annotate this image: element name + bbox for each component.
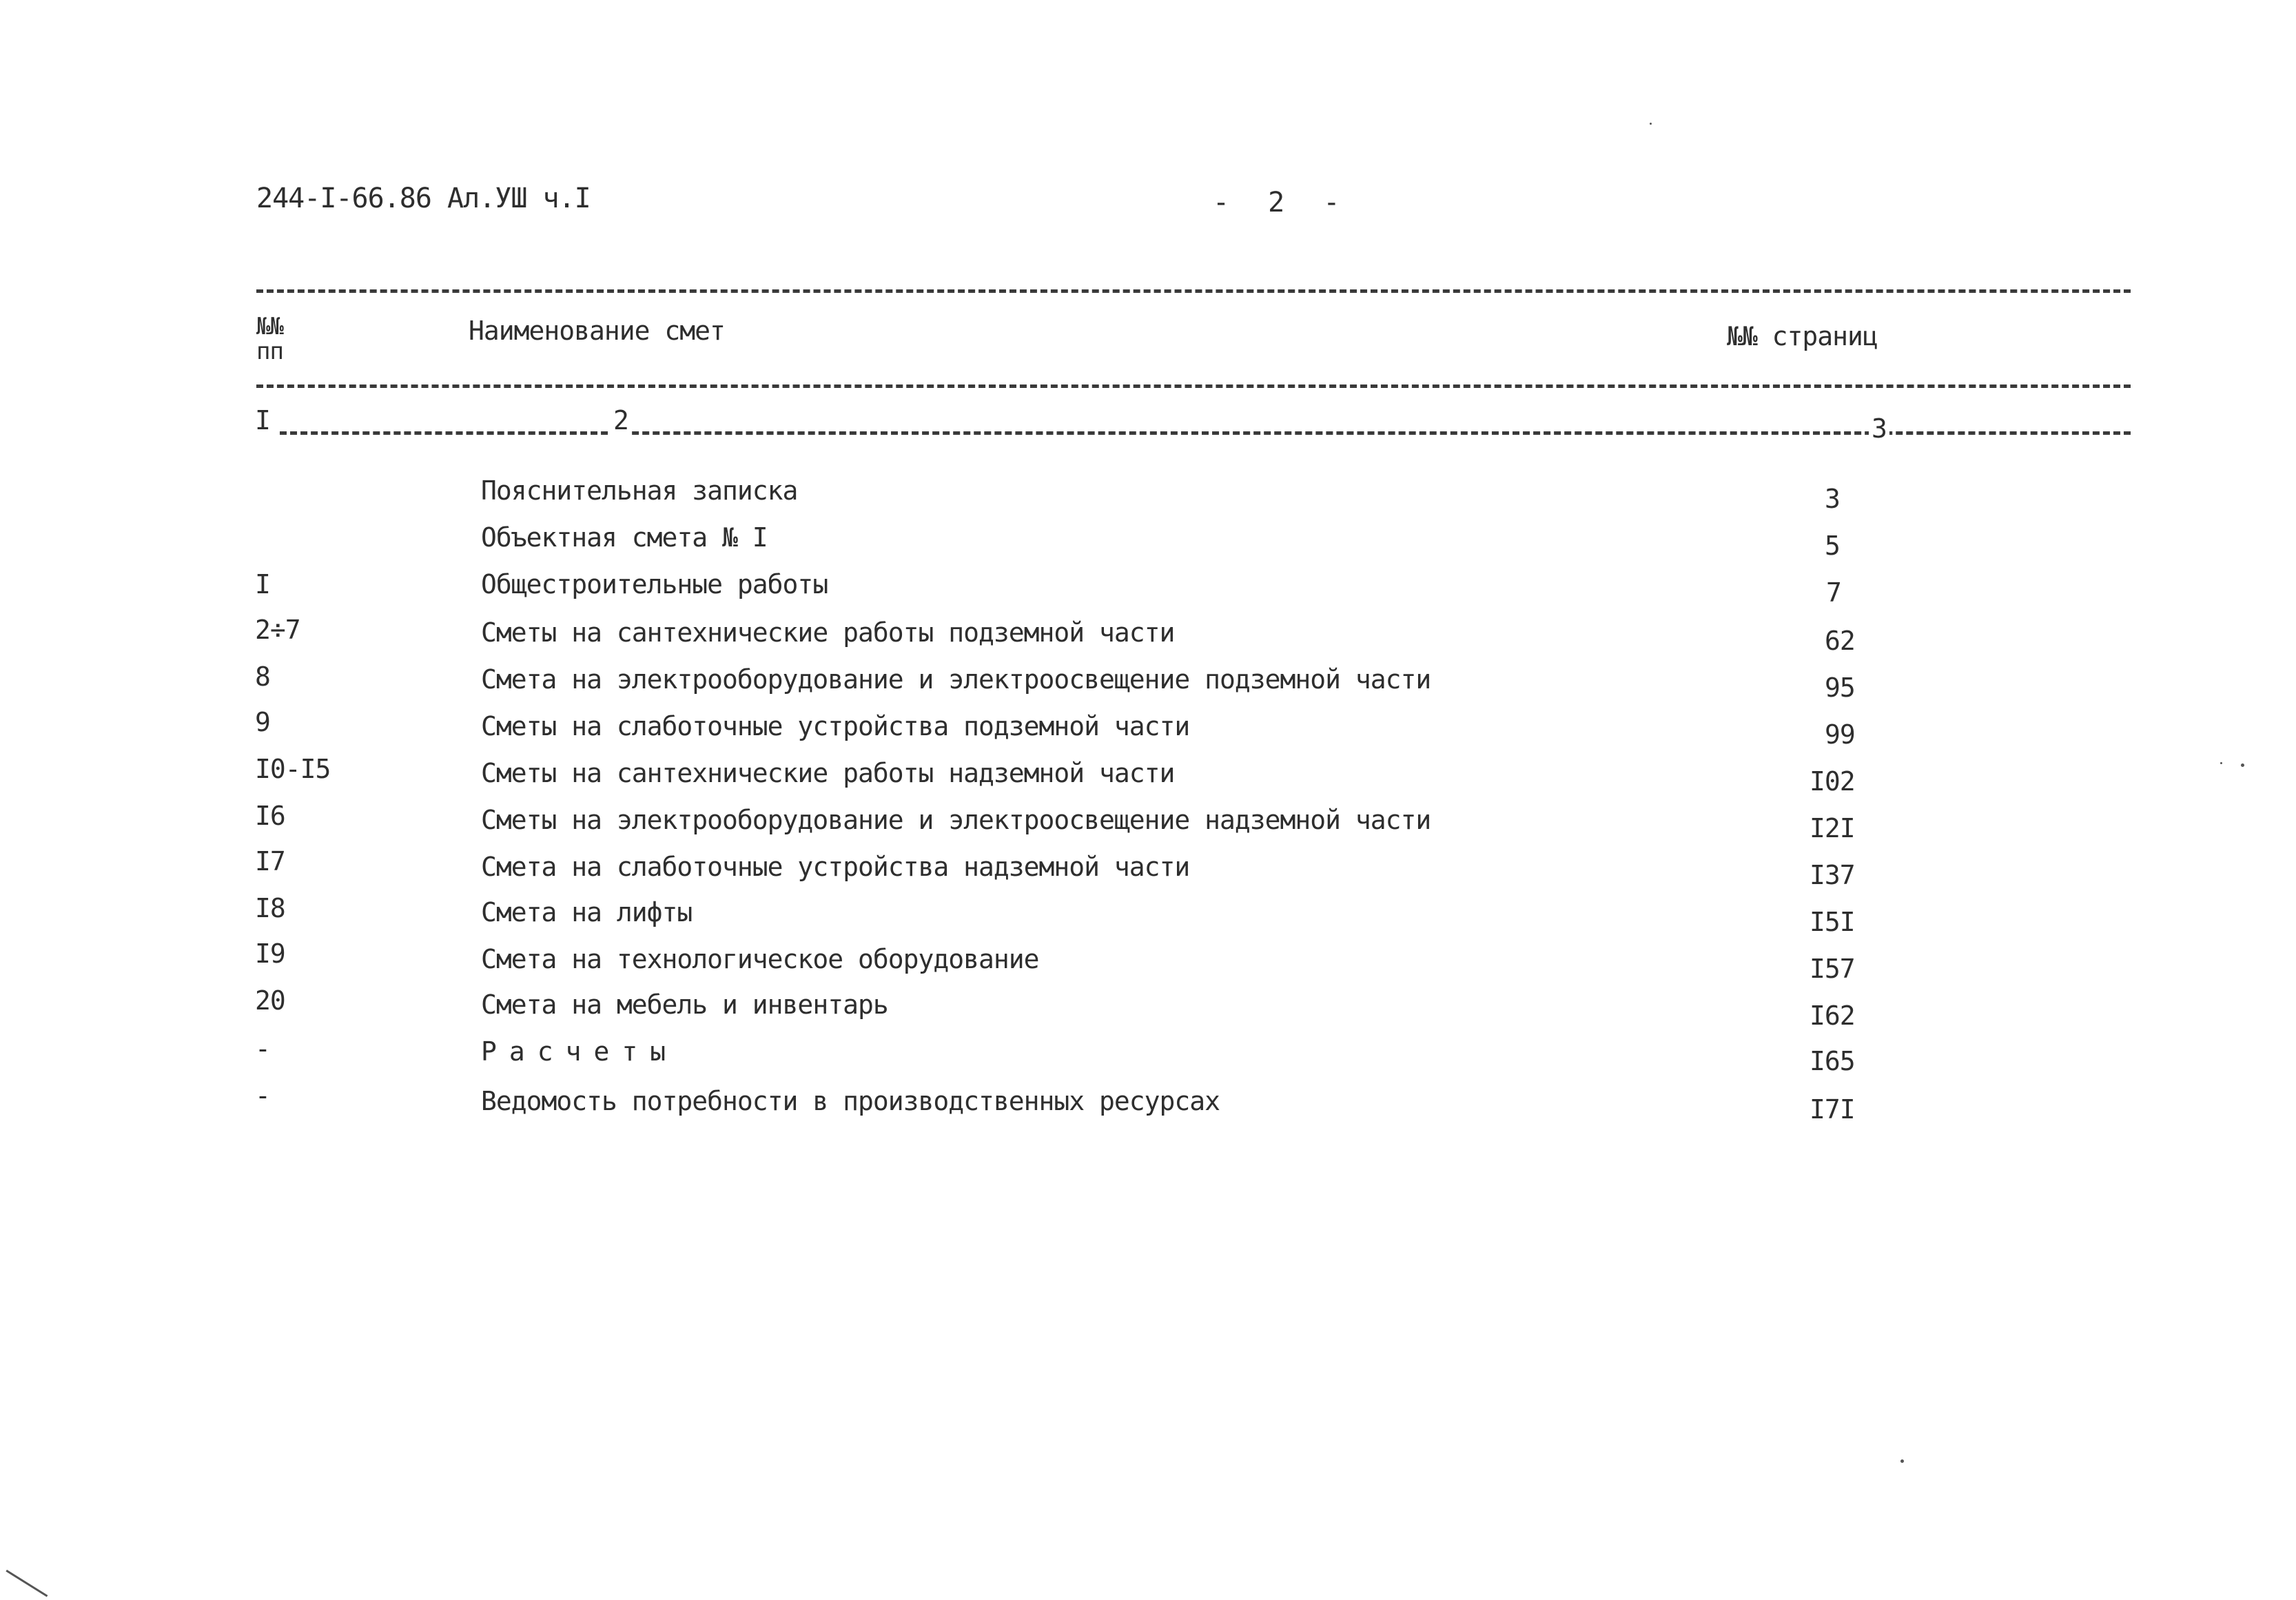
row-page: I7I xyxy=(1810,1094,1855,1125)
row-name: Пояснительная записка xyxy=(481,475,798,506)
col-header-number-line1: №№ xyxy=(256,313,283,340)
row-page: 5 xyxy=(1825,531,1840,561)
col-index-rule xyxy=(280,431,2131,435)
row-name: Сметы на слаботочные устройства подземной части xyxy=(481,711,1190,741)
row-number: I9 xyxy=(255,939,285,969)
col-header-pages: №№ страниц xyxy=(1727,321,1878,351)
row-name: Смета на лифты xyxy=(481,897,693,927)
row-name: Смета на технологическое оборудование xyxy=(481,944,1039,974)
row-page: I62 xyxy=(1810,1001,1855,1031)
row-number: - xyxy=(255,1034,270,1064)
row-name: Расчеты xyxy=(481,1036,679,1067)
row-number: I0-I5 xyxy=(255,754,331,784)
row-name: Смета на мебель и инвентарь xyxy=(481,989,888,1020)
scan-speck xyxy=(1900,1459,1904,1463)
scan-speck xyxy=(2220,762,2222,764)
row-page: I02 xyxy=(1810,766,1855,797)
scan-speck xyxy=(1650,123,1652,125)
col-index-2: 2 xyxy=(611,405,631,435)
row-number: I6 xyxy=(255,801,285,831)
row-name: Смета на электрооборудование и электроосвещение подземной части xyxy=(481,664,1431,695)
row-page: I37 xyxy=(1810,860,1855,890)
document-code: 244-I-66.86 Ал.УШ ч.I xyxy=(256,183,591,214)
row-name: Сметы на сантехнические работы подземной части xyxy=(481,617,1175,648)
row-page: I2I xyxy=(1810,813,1855,843)
row-number: I7 xyxy=(255,846,285,876)
row-name: Объектная смета № I xyxy=(481,522,768,553)
row-page: 7 xyxy=(1826,577,1841,608)
row-number: 8 xyxy=(255,661,270,692)
row-page: I65 xyxy=(1810,1046,1855,1076)
col-index-3: 3 xyxy=(1869,413,1889,444)
row-page: 95 xyxy=(1825,673,1855,703)
row-page: 3 xyxy=(1825,484,1840,514)
row-page: I57 xyxy=(1810,954,1855,984)
row-name: Сметы на электрооборудование и электроосвещение надземной части xyxy=(481,805,1431,835)
row-page: 62 xyxy=(1825,626,1855,656)
row-name: Смета на слаботочные устройства надземной части xyxy=(481,852,1190,882)
row-name: Общестроительные работы xyxy=(481,569,828,599)
row-page: I5I xyxy=(1810,907,1855,937)
table-top-rule xyxy=(256,289,2131,293)
col-header-name: Наименование смет xyxy=(469,316,725,346)
table-header-rule xyxy=(256,384,2131,388)
row-number: - xyxy=(255,1080,270,1111)
row-name: Сметы на сантехнические работы надземной части xyxy=(481,758,1175,788)
row-number: 2÷7 xyxy=(255,615,300,645)
row-number: I xyxy=(255,569,270,599)
row-number: I8 xyxy=(255,893,285,923)
row-number: 20 xyxy=(255,985,285,1016)
row-page: 99 xyxy=(1825,719,1855,750)
col-header-number-line2: пп xyxy=(256,338,283,365)
page-number: - 2 - xyxy=(1213,187,1351,218)
scan-mark xyxy=(6,1570,48,1597)
col-index-1: I xyxy=(255,405,274,435)
scan-speck xyxy=(2241,763,2244,767)
row-number: 9 xyxy=(255,707,270,737)
row-name: Ведомость потребности в производственных ресурсах xyxy=(481,1086,1220,1116)
